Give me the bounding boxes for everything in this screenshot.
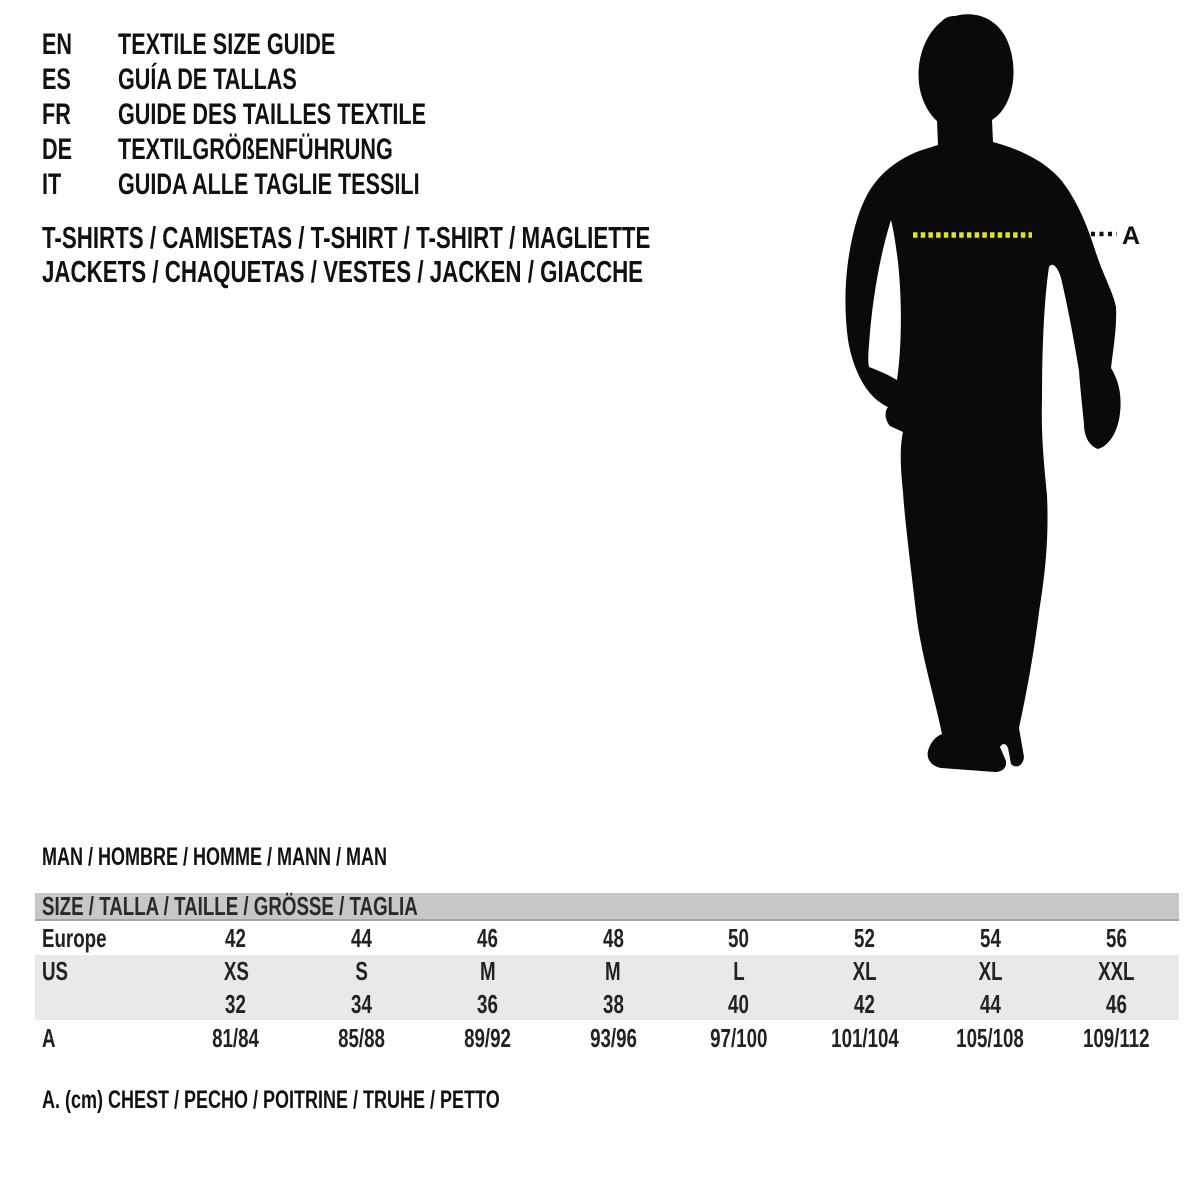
size-value: 44 <box>979 988 1001 1019</box>
size-value: 34 <box>351 988 373 1019</box>
language-title: TEXTILE SIZE GUIDE <box>118 28 336 61</box>
size-value: XXL <box>1097 956 1135 986</box>
category-tshirts: T-SHIRTS / CAMISETAS / T-SHIRT / T-SHIRT / MAGLIETTE <box>42 220 651 255</box>
size-value: 56 <box>1105 922 1127 953</box>
row-label: Europe <box>42 922 107 953</box>
row-label <box>35 989 173 1020</box>
size-value: 38 <box>602 988 624 1019</box>
size-value: 48 <box>602 922 624 953</box>
size-value: M <box>479 956 496 986</box>
size-value: 97/100 <box>710 1022 768 1053</box>
size-value: M <box>605 956 621 986</box>
row-label: US <box>42 956 69 986</box>
size-value: XS <box>223 956 249 986</box>
size-value: 36 <box>476 988 498 1019</box>
section-title: MAN / HOMBRE / HOMME / MANN / MAN <box>42 843 387 871</box>
size-value: 93/96 <box>589 1022 637 1053</box>
size-value: 81/84 <box>212 1022 260 1053</box>
size-value: 85/88 <box>338 1022 386 1053</box>
size-value: 54 <box>979 922 1001 953</box>
size-value: 42 <box>854 988 876 1019</box>
size-value: 52 <box>854 922 876 953</box>
measurement-footnote: A. (cm) CHEST / PECHO / POITRINE / TRUHE / PETTO <box>42 1086 500 1114</box>
language-title: GUIDA ALLE TAGLIE TESSILI <box>118 168 420 201</box>
size-value: 105/108 <box>956 1022 1025 1053</box>
table-row-numeric <box>35 988 1179 1020</box>
size-table <box>35 890 1179 1056</box>
size-value: 42 <box>225 922 247 953</box>
size-value: 46 <box>476 922 498 953</box>
row-label: A <box>42 1022 56 1053</box>
language-code: IT <box>42 168 62 201</box>
language-title: GUÍA DE TALLAS <box>118 63 297 96</box>
language-title: GUIDE DES TAILLES TEXTILE <box>118 98 427 131</box>
language-code: DE <box>42 133 73 166</box>
table-row-europe <box>35 921 1179 955</box>
size-value: S <box>355 956 368 986</box>
man-silhouette <box>845 14 1120 772</box>
size-value: L <box>733 956 745 986</box>
language-code: FR <box>42 98 71 131</box>
size-value: XL <box>978 956 1003 986</box>
size-value: 50 <box>728 922 750 953</box>
size-value: 89/92 <box>463 1022 511 1053</box>
size-value: 44 <box>351 922 373 953</box>
size-value: 109/112 <box>1082 1022 1150 1053</box>
size-value: 46 <box>1105 988 1127 1019</box>
category-jackets: JACKETS / CHAQUETAS / VESTES / JACKEN / GIACCHE <box>42 254 644 289</box>
table-row-us <box>35 955 1179 988</box>
language-title: TEXTILGRÖßENFÜHRUNG <box>118 133 393 166</box>
size-value: XL <box>852 956 877 986</box>
table-row-chest <box>35 1020 1179 1056</box>
language-code: ES <box>42 63 71 96</box>
measure-point-label: A <box>1122 222 1141 250</box>
language-code: EN <box>42 28 73 61</box>
size-value: 101/104 <box>830 1022 899 1053</box>
size-table-header: SIZE / TALLA / TAILLE / GRÖSSE / TAGLIA <box>35 893 1179 921</box>
size-value: 40 <box>728 988 750 1019</box>
size-value: 32 <box>225 988 247 1019</box>
